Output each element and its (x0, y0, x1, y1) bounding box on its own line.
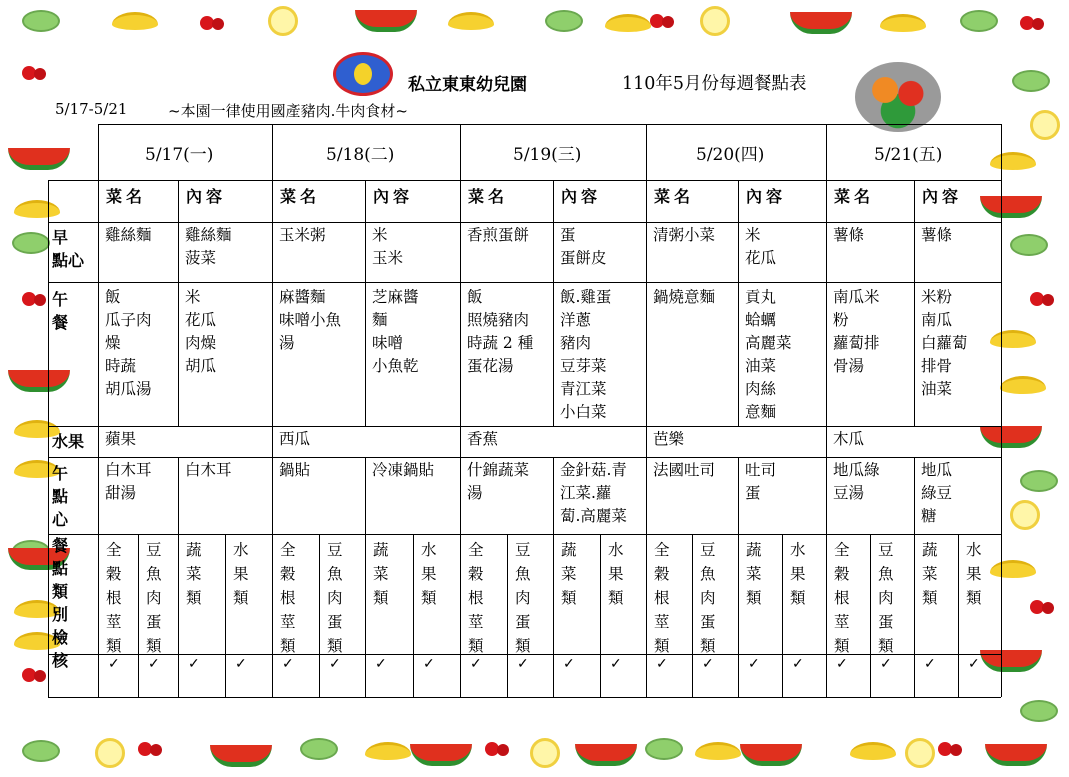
check-mark: ✓ (836, 656, 848, 672)
snack-content-cell: 吐司 蛋 (745, 461, 777, 502)
table-border (48, 180, 49, 697)
column-divider (553, 457, 554, 697)
day-divider (826, 124, 827, 697)
check-mark: ✓ (968, 656, 980, 672)
check-mark: ✓ (188, 656, 200, 672)
lunch-content-cell: 米粉 南瓜 白蘿蔔 排骨 油菜 (921, 288, 968, 398)
food-category-label: 豆 魚 肉 蛋 類 (327, 541, 343, 655)
table-row-line (48, 457, 1001, 458)
food-category-label: 蔬 菜 類 (373, 541, 389, 607)
breakfast-name-cell: 清粥小菜 (653, 226, 716, 244)
fruit-cell: 香蕉 (467, 430, 499, 448)
lunch-name-cell: 麻醬麵 味噌小魚 湯 (279, 288, 342, 352)
row-label-snack: 午 點 心 (52, 464, 69, 529)
check-mark: ✓ (108, 656, 120, 672)
column-header-content: 內容 (922, 187, 963, 206)
check-mark: ✓ (924, 656, 936, 672)
category-divider (138, 534, 139, 697)
breakfast-content-cell: 雞絲麵 菠菜 (185, 226, 232, 267)
check-mark: ✓ (329, 656, 341, 672)
column-header-content: 內容 (373, 187, 414, 206)
school-name: 私立東東幼兒園 (408, 75, 527, 95)
column-divider (365, 180, 366, 426)
lunch-name-cell: 飯 照燒豬肉 時蔬 2 種 蛋花湯 (467, 288, 534, 375)
column-divider (365, 457, 366, 697)
check-mark: ✓ (375, 656, 387, 672)
snack-name-cell: 什錦蔬菜 湯 (467, 461, 530, 502)
food-category-label: 豆 魚 肉 蛋 類 (146, 541, 162, 655)
food-category-label: 全 穀 根 莖 類 (834, 541, 850, 655)
column-divider (178, 180, 179, 426)
column-divider (738, 180, 739, 426)
category-divider (600, 534, 601, 697)
table-row-line (98, 124, 1001, 125)
lunch-name-cell: 飯 瓜子肉 燥 時蔬 胡瓜湯 (105, 288, 152, 398)
food-category-label: 豆 魚 肉 蛋 類 (700, 541, 716, 655)
snack-content-cell: 冷凍鍋貼 (372, 461, 435, 479)
check-mark: ✓ (235, 656, 247, 672)
day-header: 5/20(四) (696, 145, 765, 165)
table-row-line (48, 180, 1001, 181)
food-category-label: 全 穀 根 莖 類 (106, 541, 122, 655)
check-mark: ✓ (656, 656, 668, 672)
breakfast-content-cell: 米 花瓜 (745, 226, 777, 267)
table-row-line (48, 222, 1001, 223)
column-header-name: 菜名 (834, 187, 875, 206)
category-divider (225, 534, 226, 697)
row-label-check: 餐 點 類 別 檢 核 (52, 536, 69, 670)
check-mark: ✓ (702, 656, 714, 672)
column-header-name: 菜名 (654, 187, 695, 206)
check-mark: ✓ (610, 656, 622, 672)
week-range: 5/17-5/21 (55, 100, 128, 118)
day-divider (460, 124, 461, 697)
breakfast-content-cell: 薯條 (921, 226, 953, 244)
column-header-name: 菜名 (106, 187, 147, 206)
lunch-content-cell: 芝麻醬 麵 味噌 小魚乾 (372, 288, 419, 375)
snack-content-cell: 金針菇.青 江菜.蘿 蔔.高麗菜 (560, 461, 627, 525)
breakfast-name-cell: 薯條 (833, 226, 865, 244)
fruit-cell: 西瓜 (279, 430, 311, 448)
food-category-label: 水 果 類 (608, 541, 624, 607)
check-mark: ✓ (517, 656, 529, 672)
column-header-content: 內容 (561, 187, 602, 206)
column-header-name: 菜名 (280, 187, 321, 206)
column-divider (914, 180, 915, 426)
breakfast-content-cell: 米 玉米 (372, 226, 404, 267)
category-divider (692, 534, 693, 697)
table-row-line (48, 282, 1001, 283)
lunch-content-cell: 飯.雞蛋 洋蔥 豬肉 豆芽菜 青江菜 小白菜 (560, 288, 612, 421)
category-divider (413, 534, 414, 697)
food-category-label: 豆 魚 肉 蛋 類 (515, 541, 531, 655)
column-header-content: 內容 (746, 187, 787, 206)
food-category-label: 蔬 菜 類 (922, 541, 938, 607)
fruit-cell: 蘋果 (105, 430, 137, 448)
day-header: 5/17(一) (145, 145, 214, 165)
food-category-label: 水 果 類 (966, 541, 982, 607)
food-category-label: 水 果 類 (233, 541, 249, 607)
column-divider (738, 457, 739, 697)
day-divider (646, 124, 647, 697)
day-header: 5/18(二) (326, 145, 395, 165)
check-mark: ✓ (423, 656, 435, 672)
category-divider (870, 534, 871, 697)
column-header-name: 菜名 (468, 187, 509, 206)
check-mark: ✓ (282, 656, 294, 672)
snack-name-cell: 鍋貼 (279, 461, 311, 479)
snack-name-cell: 法國吐司 (653, 461, 716, 479)
lunch-name-cell: 南瓜米 粉 蘿蔔排 骨湯 (833, 288, 880, 375)
category-divider (782, 534, 783, 697)
food-category-label: 蔬 菜 類 (561, 541, 577, 607)
row-label-fruit: 水果 (52, 432, 85, 451)
food-category-label: 全 穀 根 莖 類 (468, 541, 484, 655)
column-divider (914, 457, 915, 697)
check-mark: ✓ (792, 656, 804, 672)
fruit-cell: 木瓜 (833, 430, 865, 448)
table-border (98, 124, 99, 697)
fruit-cell: 芭樂 (653, 430, 685, 448)
day-divider (272, 124, 273, 697)
row-label-breakfast: 早 點心 (52, 228, 85, 270)
check-mark: ✓ (563, 656, 575, 672)
snack-name-cell: 白木耳 甜湯 (105, 461, 152, 502)
category-divider (958, 534, 959, 697)
menu-title: 110年5月份每週餐點表 (622, 74, 807, 94)
breakfast-name-cell: 香煎蛋餅 (467, 226, 530, 244)
column-header-content: 內容 (186, 187, 227, 206)
food-category-label: 水 果 類 (421, 541, 437, 607)
check-mark: ✓ (470, 656, 482, 672)
table-row-line (48, 697, 1001, 698)
snack-content-cell: 地瓜 綠豆 糖 (921, 461, 953, 525)
food-category-label: 水 果 類 (790, 541, 806, 607)
breakfast-content-cell: 蛋 蛋餅皮 (560, 226, 607, 267)
food-category-label: 全 穀 根 莖 類 (280, 541, 296, 655)
column-divider (178, 457, 179, 697)
category-divider (507, 534, 508, 697)
notice-text: ~本園一律使用國產豬肉.牛肉食材~ (168, 102, 408, 120)
category-divider (319, 534, 320, 697)
food-category-label: 全 穀 根 莖 類 (654, 541, 670, 655)
breakfast-name-cell: 雞絲麵 (105, 226, 152, 244)
check-mark: ✓ (148, 656, 160, 672)
table-row-line (48, 534, 1001, 535)
lunch-content-cell: 貢丸 蛤蠣 高麗菜 油菜 肉絲 意麵 (745, 288, 792, 421)
row-label-lunch: 午 餐 (52, 290, 69, 332)
check-mark: ✓ (880, 656, 892, 672)
food-category-label: 蔬 菜 類 (186, 541, 202, 607)
lunch-name-cell: 鍋燒意麵 (653, 288, 716, 306)
column-divider (553, 180, 554, 426)
check-mark: ✓ (748, 656, 760, 672)
day-header: 5/21(五) (874, 145, 943, 165)
breakfast-name-cell: 玉米粥 (279, 226, 326, 244)
snack-content-cell: 白木耳 (185, 461, 232, 479)
food-category-label: 蔬 菜 類 (746, 541, 762, 607)
snack-name-cell: 地瓜綠 豆湯 (833, 461, 880, 502)
table-border (1001, 124, 1002, 697)
day-header: 5/19(三) (513, 145, 582, 165)
lunch-content-cell: 米 花瓜 肉燥 胡瓜 (185, 288, 217, 375)
table-row-line (48, 426, 1001, 427)
food-category-label: 豆 魚 肉 蛋 類 (878, 541, 894, 655)
